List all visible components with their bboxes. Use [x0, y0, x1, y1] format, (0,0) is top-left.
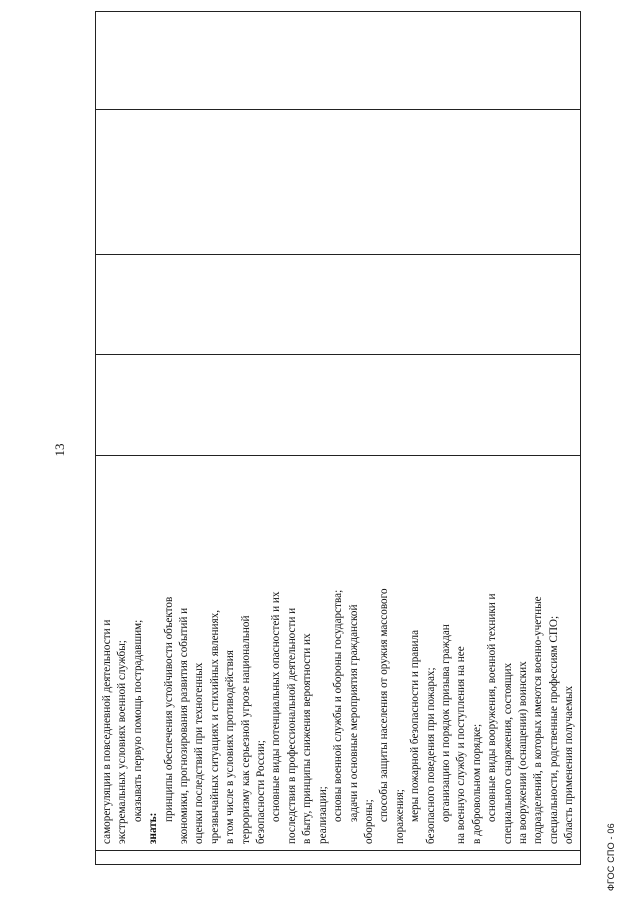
empty-cell [96, 355, 581, 456]
content-line: экстремальных условиях военной службы; [116, 640, 129, 844]
content-line: меры пожарной безопасности и правила [409, 629, 422, 822]
table-row [96, 12, 581, 865]
content-line: безопасности России; [255, 740, 268, 844]
page-number: 13 [52, 443, 67, 457]
content-line: обороны; [362, 799, 375, 844]
content-line: подразделений, в которых имеются военно-учетные [532, 596, 545, 844]
content-line: специальности, родственные профессиям СПО; [547, 615, 560, 844]
content-line: в добровольном порядке; [470, 723, 483, 844]
content-cell [96, 456, 581, 851]
empty-cell [96, 12, 581, 110]
empty-cell [96, 255, 581, 355]
content-line: принципы обеспечения устойчивости объектов [162, 596, 175, 822]
content-line: основы военной службы и обороны государства; [332, 589, 345, 822]
content-line: чрезвычайных ситуациях и стихийных явлениях, [208, 609, 221, 844]
content-line: область применения получаемых [563, 685, 576, 844]
content-line: способы защиты населения от оружия массового [378, 588, 391, 822]
content-line: оценки последствий при техногенных [193, 662, 206, 844]
content-line: терроризму как серьезной угрозе национальной [239, 615, 252, 844]
index-cell [96, 851, 581, 865]
content-line: реализации; [316, 786, 329, 844]
content-lines [100, 461, 578, 844]
content-line: на военную службу и поступления на нее [455, 646, 468, 844]
content-line: задачи и основные мероприятия гражданской [347, 604, 360, 822]
content-line: специального снаряжения, состоящих [501, 662, 514, 844]
empty-cell [96, 110, 581, 255]
content-line: на вооружении (оснащении) воинских [516, 661, 529, 844]
section-heading: знать: [147, 812, 160, 844]
content-line: в том числе в условиях противодействия [224, 650, 237, 844]
content-line: основные виды потенциальных опасностей и их [270, 591, 283, 822]
content-line: экономики, прогнозирования развития событий и [178, 607, 191, 844]
content-line: основные виды вооружения, военной техники и [486, 593, 499, 822]
document-footer: ФГОС СПО - 06 [606, 823, 616, 891]
content-line: в быту, принципы снижения вероятности их [301, 633, 314, 844]
content-line: поражения; [393, 789, 406, 844]
content-line: последствия в профессиональной деятельности и [285, 607, 298, 844]
content-line: саморегуляции в повседневной деятельности и [101, 619, 113, 844]
content-line: организацию и порядок призыва граждан [439, 624, 452, 822]
content-line: оказывать первую помощь пострадавшим; [131, 619, 144, 822]
content-line: безопасного поведения при пожарах; [424, 667, 437, 844]
standard-table [95, 11, 581, 865]
